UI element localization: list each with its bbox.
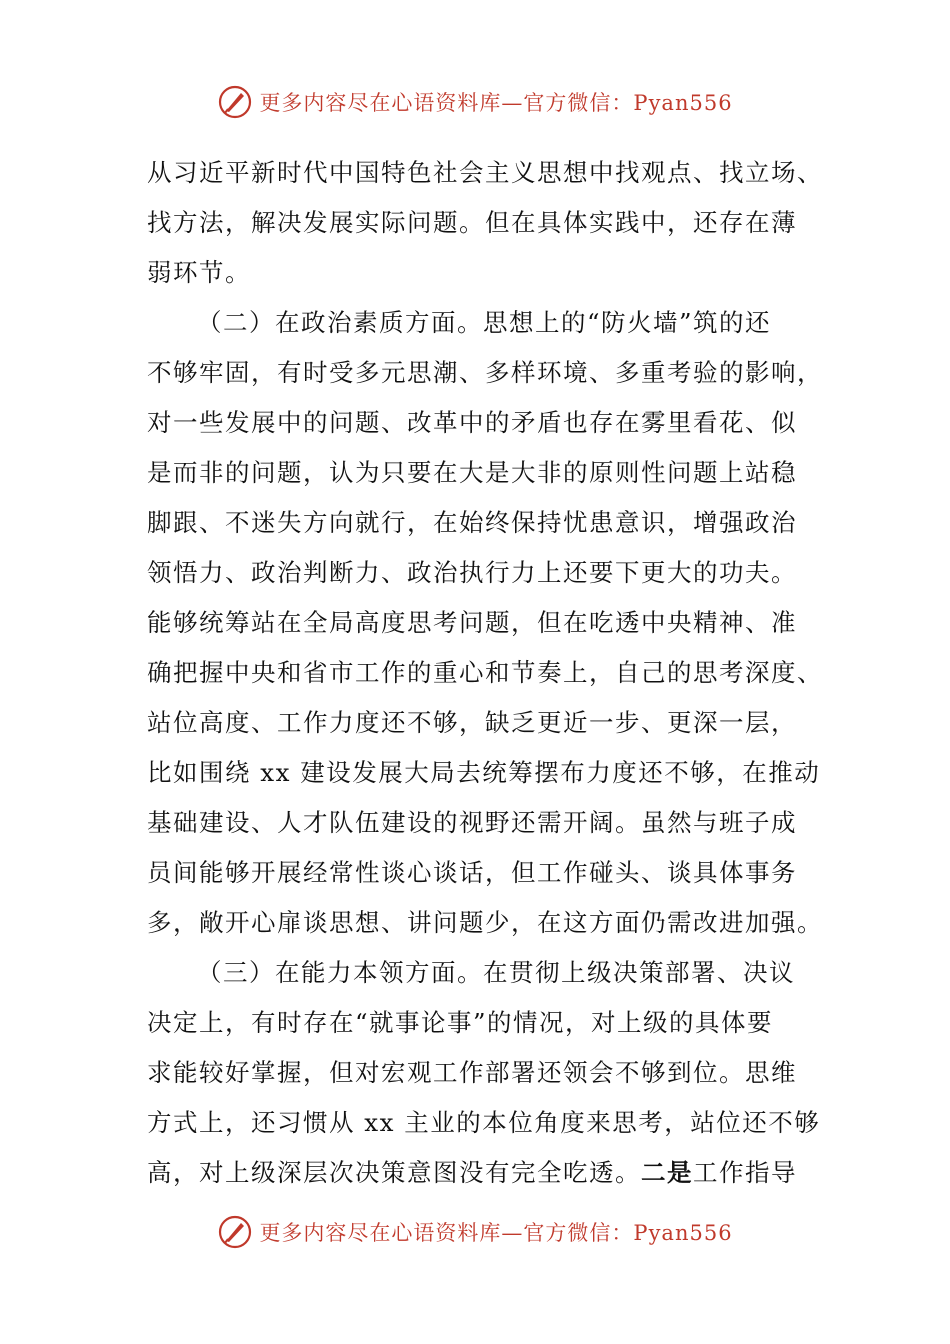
text-line: （二）在政治素质方面。思想上的“防火墙”筑的还 [197,308,772,337]
text-line: 比如围绕 xx 建设发展大局去统筹摆布力度还不够，在推动 [147,758,821,787]
text-run: 高，对上级深层次决策意图没有完全吃透。 [147,1158,641,1187]
bold-marker: 二是 [641,1158,693,1187]
paragraph [147,298,823,948]
text-line: 求能较好掌握，但对宏观工作部署还领会不够到位。思维 [147,1058,797,1087]
text-line: 不够牢固，有时受多元思潮、多样环境、多重考验的影响， [147,358,823,387]
text-line: 领悟力、政治判断力、政治执行力上还要下更大的功夫。 [147,558,797,587]
text-line: 多，敞开心扉谈思想、讲问题少，在这方面仍需改进加强。 [147,908,823,937]
text-line: 确把握中央和省市工作的重心和节奏上，自己的思考深度、 [147,658,823,687]
text-line: 弱环节。 [147,258,251,287]
text-line: 决定上，有时存在“就事论事”的情况，对上级的具体要 [147,1008,774,1037]
quill-logo-icon [217,1214,253,1250]
paragraph [147,148,823,298]
document-body [147,148,823,1198]
text-line: 找方法，解决发展实际问题。但在具体实践中，还存在薄 [147,208,797,237]
watermark-text: 更多内容尽在心语资料库—官方微信：Pyan556 [259,1221,733,1245]
header-watermark-banner [0,80,950,124]
text-line: 对一些发展中的问题、改革中的矛盾也存在雾里看花、似 [147,408,797,437]
text-run: 工作指导 [693,1158,797,1187]
text-line: 是而非的问题，认为只要在大是大非的原则性问题上站稳 [147,458,797,487]
text-line: （三）在能力本领方面。在贯彻上级决策部署、决议 [197,958,795,987]
text-line: 员间能够开展经常性谈心谈话，但工作碰头、谈具体事务 [147,858,797,887]
text-line: 基础建设、人才队伍建设的视野还需开阔。虽然与班子成 [147,808,797,837]
watermark-text: 更多内容尽在心语资料库—官方微信：Pyan556 [259,91,733,115]
footer-watermark-banner [0,1210,950,1254]
text-line: 从习近平新时代中国特色社会主义思想中找观点、找立场、 [147,158,823,187]
paragraph [147,948,821,1198]
text-line: 方式上，还习惯从 xx 主业的本位角度来思考，站位还不够 [147,1108,821,1137]
text-line [147,1148,807,1198]
text-line: 站位高度、工作力度还不够，缺乏更近一步、更深一层， [147,708,797,737]
text-line: 能够统筹站在全局高度思考问题，但在吃透中央精神、准 [147,608,797,637]
text-line: 脚跟、不迷失方向就行，在始终保持忧患意识，增强政治 [147,508,797,537]
quill-logo-icon [217,84,253,120]
